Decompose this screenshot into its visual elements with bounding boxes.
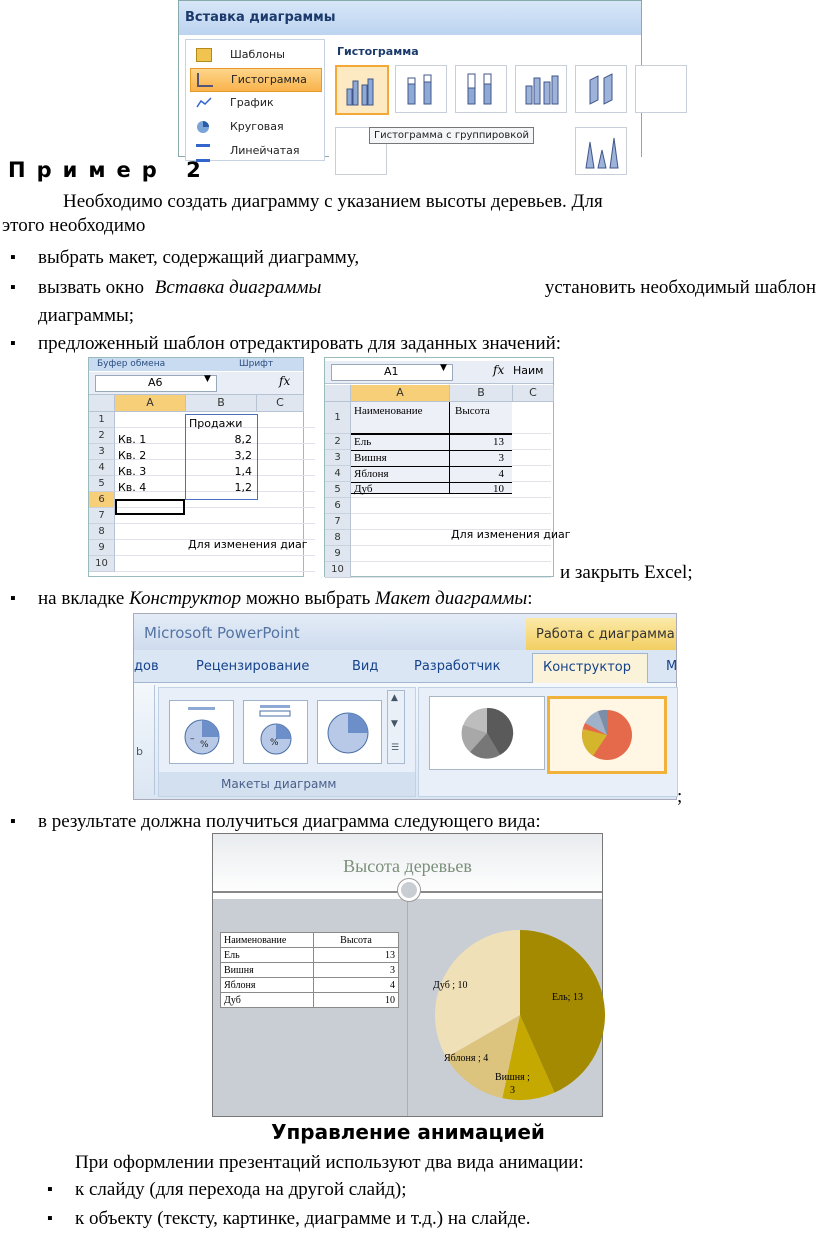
- grid-line: [115, 523, 315, 524]
- chart-styles-group: [418, 687, 678, 797]
- table-cell: 13: [314, 948, 399, 963]
- row-header[interactable]: 7: [325, 514, 351, 530]
- animation-item-text: к объекту (тексту, картинке, диаграмме и т.д.) на слайде.: [75, 1208, 531, 1229]
- bullet-item: [38, 332, 561, 356]
- cell-value[interactable]: 4: [498, 468, 504, 480]
- cell-label[interactable]: Кв. 4: [118, 481, 147, 494]
- chart-type-list: [185, 39, 325, 161]
- grid-line: [351, 577, 551, 578]
- row-header[interactable]: 2: [89, 428, 115, 444]
- cell-label[interactable]: Кв. 1: [118, 433, 147, 446]
- chart-type-label: Шаблоны: [230, 48, 285, 61]
- group-caption: [159, 772, 415, 796]
- row-header[interactable]: 8: [325, 530, 351, 546]
- folder-icon: [196, 48, 212, 62]
- cell-note[interactable]: Для изменения диаг: [451, 528, 571, 541]
- slice-label-el: Ель; 13: [552, 992, 583, 1003]
- bullet-text-italic: Конструктор: [129, 588, 242, 609]
- circle-ornament: [398, 879, 420, 901]
- name-box-value: A6: [148, 376, 163, 389]
- stacked-column-thumb[interactable]: [395, 65, 447, 113]
- grid-line: [351, 561, 551, 562]
- cell-value[interactable]: 8,2: [234, 433, 252, 446]
- dialog-title: Вставка диаграммы: [185, 10, 336, 25]
- excel-sheet-trees: [324, 357, 571, 577]
- more-icon[interactable]: ☰: [391, 743, 400, 753]
- tab-row: [134, 650, 676, 683]
- chart-layouts-group: [158, 687, 416, 797]
- select-all-corner[interactable]: [89, 395, 115, 412]
- formula-bar: [325, 361, 553, 384]
- app-title: Microsoft PowerPoint: [144, 624, 300, 642]
- grid-line: [351, 513, 551, 514]
- bullet-item: [38, 810, 541, 834]
- title-bar: [134, 614, 676, 650]
- table-cell: Дуб: [221, 993, 314, 1008]
- table-cell: Яблоня: [221, 978, 314, 993]
- row-header[interactable]: 7: [89, 508, 115, 524]
- table-header: Высота: [314, 933, 399, 948]
- data-table: [220, 932, 399, 1008]
- 3d-column-thumb[interactable]: [515, 65, 567, 113]
- dropdown-arrow-icon: ▼: [204, 374, 211, 384]
- bullet-text: установить необходимый шаблон: [540, 277, 816, 298]
- row-header[interactable]: 10: [89, 556, 115, 572]
- bullet-text: на вкладке: [38, 588, 130, 609]
- excel-sheet-sales: [88, 357, 308, 577]
- result-slide: [212, 833, 603, 1117]
- style-color-thumb[interactable]: [547, 696, 667, 774]
- cell-label[interactable]: Вишня: [354, 452, 387, 464]
- cone-thumb[interactable]: [575, 127, 627, 175]
- row-header[interactable]: 9: [89, 540, 115, 556]
- bullet-text: выбрать макет, содержащий диаграмму,: [38, 247, 360, 268]
- bullet-item: [38, 276, 816, 300]
- example-heading: Пример 2: [8, 158, 212, 182]
- bullet-item: [38, 587, 533, 611]
- active-cell[interactable]: [115, 499, 185, 515]
- fx-icon: fx: [279, 374, 291, 388]
- section-title: Управление анимацией: [271, 1120, 545, 1144]
- group-stub: b: [136, 745, 143, 758]
- bullet-text: в результате должна получиться диаграмма следующего вида:: [38, 811, 541, 832]
- font-group-label: Шрифт: [239, 359, 274, 369]
- intro-text-cont: этого необходимо: [2, 215, 146, 236]
- chart-type-histogram[interactable]: [190, 68, 322, 92]
- ribbon-body: [134, 683, 676, 799]
- cell-header[interactable]: Высота: [455, 405, 490, 417]
- formula-bar: [89, 372, 303, 395]
- ribbon-strip: [89, 358, 303, 371]
- name-box[interactable]: [331, 364, 453, 381]
- row-header[interactable]: 5: [325, 482, 351, 498]
- cell-value[interactable]: 1,2: [234, 481, 252, 494]
- slide-title: Высота деревьев: [343, 856, 472, 876]
- row-header[interactable]: 10: [325, 562, 351, 578]
- semicolon: ;: [677, 786, 683, 807]
- column-header[interactable]: B: [186, 395, 257, 412]
- dropdown-arrow-icon: ▼: [440, 363, 447, 373]
- row-header[interactable]: 5: [89, 476, 115, 492]
- layout-2-thumb[interactable]: [243, 700, 308, 764]
- row-header[interactable]: 9: [325, 546, 351, 562]
- context-tab-header: [526, 618, 676, 650]
- dialog-title-bar: [179, 1, 641, 35]
- table-header: Наименование: [221, 933, 314, 948]
- chart-type-label: Гистограмма: [231, 73, 307, 86]
- row-header[interactable]: 8: [89, 524, 115, 540]
- select-all-corner[interactable]: [325, 385, 351, 402]
- tab-review[interactable]: Рецензирование: [196, 659, 310, 674]
- grid-line: [351, 545, 551, 546]
- layout-3-thumb[interactable]: [317, 700, 382, 764]
- name-box[interactable]: [95, 375, 217, 392]
- slice-label-apple: Яблоня ; 4: [444, 1053, 489, 1064]
- tab-developer[interactable]: Разработчик: [414, 659, 501, 674]
- tab-view[interactable]: Вид: [352, 659, 379, 674]
- cell-value[interactable]: 13: [493, 436, 504, 448]
- row-header[interactable]: 4: [89, 460, 115, 476]
- chart-type-label: Линейчатая: [230, 144, 300, 157]
- table-cell: 3: [314, 963, 399, 978]
- cell-header[interactable]: Наименование: [354, 405, 423, 417]
- clipboard-group-label: Буфер обмена: [97, 359, 166, 369]
- gallery-scroll[interactable]: [387, 690, 405, 764]
- cell-value[interactable]: 3,2: [234, 449, 252, 462]
- cell-value[interactable]: 1,4: [234, 465, 252, 478]
- bullet-text: ▪ вызвать окно: [38, 277, 149, 298]
- row-header[interactable]: 3: [89, 444, 115, 460]
- bullet-text: :: [527, 588, 533, 609]
- cell-value[interactable]: 10: [493, 483, 504, 495]
- bullet-text-italic: Макет диаграммы: [375, 588, 528, 609]
- row-header[interactable]: 1: [325, 402, 351, 434]
- grid-line: [115, 571, 315, 572]
- slice-label-cherry-value: 3: [510, 1085, 515, 1096]
- svg-text:–: –: [190, 734, 195, 744]
- bullet-text-cont: диаграммы;: [38, 305, 135, 326]
- scroll-up-icon[interactable]: ▲: [391, 693, 398, 703]
- insert-chart-dialog: [178, 0, 642, 157]
- row-header[interactable]: 1: [89, 412, 115, 428]
- bullet-text: можно выбрать: [241, 588, 376, 609]
- cell-value[interactable]: 3: [498, 452, 504, 464]
- column-header[interactable]: B: [450, 385, 513, 402]
- slice-label-cherry: Вишня ;: [495, 1072, 530, 1083]
- bullet-text: предложенный шаблон отредактировать для заданных значений:: [38, 333, 562, 354]
- chart-type-label: Круговая: [230, 120, 284, 133]
- tab-item[interactable]: дов: [134, 659, 159, 674]
- column-thumb-partial[interactable]: [635, 65, 687, 113]
- column-header[interactable]: A: [115, 395, 186, 412]
- close-excel-text: и закрыть Excel;: [560, 562, 693, 583]
- group-label: Макеты диаграмм: [221, 777, 337, 791]
- animation-item-text: к слайду (для перехода на другой слайд);: [75, 1179, 407, 1200]
- chart-type-line[interactable]: [190, 92, 320, 114]
- cell-label[interactable]: Яблоня: [354, 468, 389, 480]
- table-cell: Ель: [221, 948, 314, 963]
- grid-line: [351, 497, 551, 498]
- pie-chart-icon: [196, 120, 210, 132]
- tab-designer[interactable]: [532, 653, 648, 683]
- tab-item[interactable]: М: [666, 659, 678, 674]
- bullet-text-italic: Вставка диаграммы: [154, 277, 322, 298]
- bar-chart-icon: [197, 73, 213, 87]
- table-cell: Вишня: [221, 963, 314, 978]
- slice-label-oak: Дуб ; 10: [433, 980, 468, 991]
- chart-type-templates[interactable]: [190, 44, 320, 66]
- formula-value: Наим: [513, 364, 544, 377]
- bullet-item: [38, 246, 359, 270]
- column-header[interactable]: C: [257, 395, 304, 412]
- line-chart-icon: [196, 96, 210, 108]
- row-header[interactable]: 4: [325, 466, 351, 482]
- row-header[interactable]: 2: [325, 434, 351, 450]
- cell-label[interactable]: Кв. 2: [118, 449, 147, 462]
- powerpoint-ribbon: [133, 613, 677, 800]
- 100-stacked-column-thumb[interactable]: [455, 65, 507, 113]
- scroll-down-icon[interactable]: ▼: [391, 719, 398, 729]
- svg-text:%: %: [270, 738, 279, 748]
- name-box-value: A1: [384, 365, 399, 378]
- row-header[interactable]: 6: [325, 498, 351, 514]
- table-cell: 4: [314, 978, 399, 993]
- style-gray-thumb[interactable]: [429, 696, 545, 770]
- intro-text: Необходимо создать диаграмму с указанием высоты деревьев. Для: [63, 191, 603, 212]
- grid-line: [115, 555, 315, 556]
- table-cell: 10: [314, 993, 399, 1008]
- cell-note[interactable]: Для изменения диаг: [188, 538, 308, 551]
- chart-type-pie[interactable]: [190, 116, 320, 138]
- column-header[interactable]: C: [513, 385, 554, 402]
- animation-item: [75, 1178, 407, 1202]
- tooltip: Гистограмма с группировкой: [369, 127, 534, 144]
- clustered-column-thumb[interactable]: [335, 65, 389, 115]
- cell-label[interactable]: Дуб: [354, 483, 373, 495]
- column-header[interactable]: A: [351, 385, 450, 402]
- context-tab-label: Работа с диаграмма: [536, 627, 675, 642]
- animation-intro: При оформлении презентаций используют два вида анимации:: [75, 1152, 584, 1173]
- tab-label: Конструктор: [543, 660, 631, 675]
- animation-item: [75, 1207, 531, 1231]
- gallery-section-title: Гистограмма: [337, 45, 419, 58]
- fx-icon: fx: [493, 363, 505, 377]
- cell-label[interactable]: Кв. 3: [118, 465, 147, 478]
- layout-1-thumb[interactable]: [169, 700, 234, 764]
- cell-label[interactable]: Ель: [354, 436, 372, 448]
- data-range-outline: [185, 414, 258, 500]
- row-header[interactable]: 6: [89, 492, 115, 508]
- cell-header[interactable]: Продажи: [189, 417, 243, 430]
- row-header[interactable]: 3: [325, 450, 351, 466]
- 3d-stacked-column-thumb[interactable]: [575, 65, 627, 113]
- chart-type-label: График: [230, 96, 274, 109]
- svg-text:%: %: [200, 740, 209, 750]
